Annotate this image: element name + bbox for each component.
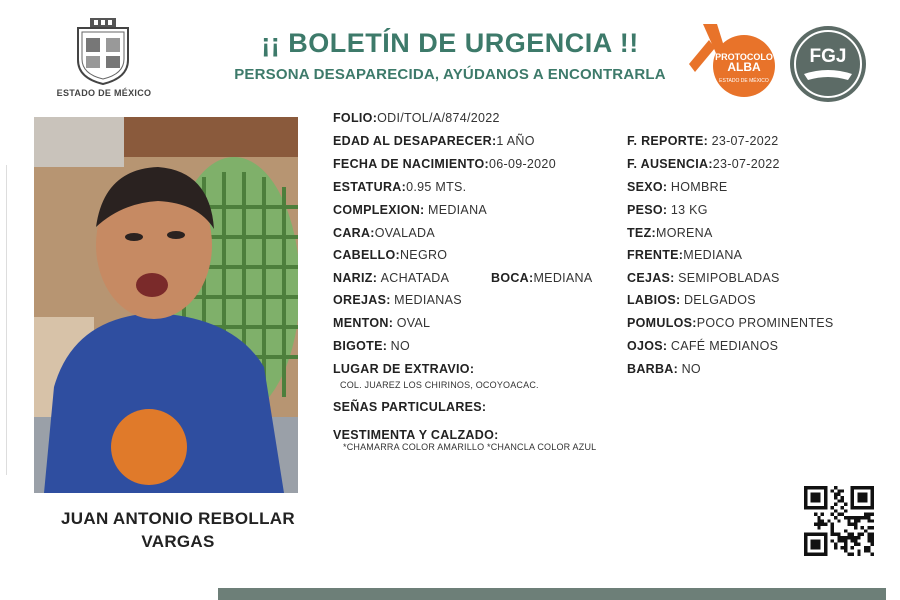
field-label: EDAD AL DESAPARECER: [333,134,497,148]
field-label: ESTATURA: [333,180,407,194]
qr-code[interactable] [804,486,874,556]
field-value: SEMIPOBLADAS [678,271,780,285]
field-value: 0.95 MTS. [406,180,467,194]
field-value: DELGADOS [683,293,756,307]
field-label: TEZ: [627,226,656,240]
field-label: BOCA: [491,271,534,285]
field-value: MEDIANA [683,248,743,262]
field-label: FECHA DE NACIMIENTO: [333,157,489,171]
field-value: CAFÉ MEDIANOS [670,339,779,353]
field-value: MEDIANA [533,271,593,285]
field-reporte [627,134,779,148]
field-value: MEDIANAS [394,293,462,307]
field-senas [333,400,486,414]
field-label: PESO: [627,203,668,217]
field-label: FRENTE: [627,248,684,262]
field-complexion [333,203,487,217]
bulletin-title: ¡¡ BOLETÍN DE URGENCIA !! [261,28,639,58]
field-edad [333,134,535,148]
field-cara [333,226,435,240]
field-nacimiento [333,157,556,171]
field-label: LUGAR DE EXTRAVIO: [333,362,475,376]
field-folio [333,111,500,125]
state-seal-icon [72,16,134,86]
field-value: MEDIANA [427,203,488,217]
field-nariz [333,271,449,285]
field-ausencia [627,157,780,171]
field-label: MENTON: [333,316,394,330]
person-name-line2: VARGAS [141,532,215,551]
field-frente [627,248,742,262]
field-boca [491,271,593,285]
field-ojos [627,339,778,353]
field-vestimenta-label [333,428,499,442]
alba-line1: PROTOCOLO [715,52,773,62]
person-name-line1: JUAN ANTONIO REBOLLAR [61,509,295,528]
field-value: 23-07-2022 [711,134,779,148]
field-label: OJOS: [627,339,668,353]
fgj-logo [788,24,868,104]
field-label: LABIOS: [627,293,681,307]
field-menton [333,316,430,330]
bulletin-subtitle: PERSONA DESAPARECIDA, AYÚDANOS A ENCONTRARLA [234,66,666,83]
field-label: OREJAS: [333,293,391,307]
field-vestimenta-value: *CHAMARRA COLOR AMARILLO *CHANCLA COLOR AZUL [343,442,597,452]
field-label: POMULOS: [627,316,697,330]
protocolo-alba-logo [683,20,778,100]
field-value: ODI/TOL/A/874/2022 [377,111,500,125]
field-value: MORENA [655,226,713,240]
field-value: OVALADA [374,226,436,240]
field-label: NARIZ: [333,271,378,285]
fgj-text: FGJ [809,46,847,67]
field-label: CABELLO: [333,248,400,262]
missing-person-photo [34,117,298,493]
field-label: SEXO: [627,180,668,194]
field-lugar-value: COL. JUAREZ LOS CHIRINOS, OCOYOACAC. [340,380,539,390]
field-orejas [333,293,462,307]
field-value: NEGRO [399,248,448,262]
field-label: BIGOTE: [333,339,388,353]
field-value: HOMBRE [670,180,728,194]
field-value: POCO PROMINENTES [696,316,834,330]
field-value: ACHATADA [380,271,450,285]
field-tez [627,226,713,240]
field-cabello [333,248,447,262]
field-label: COMPLEXION: [333,203,425,217]
field-value: 13 KG [670,203,708,217]
person-name [20,507,336,553]
field-label: FOLIO: [333,111,378,125]
field-barba [627,362,701,376]
field-label: BARBA: [627,362,679,376]
field-value: 06-09-2020 [489,157,556,171]
field-bigote [333,339,410,353]
field-label: CARA: [333,226,375,240]
field-label: CEJAS: [627,271,675,285]
alba-line2: ALBA [727,60,761,74]
field-label: F. AUSENCIA: [627,157,713,171]
alba-sub: ESTADO DE MÉXICO [719,78,769,84]
state-label: ESTADO DE MÉXICO [56,88,152,98]
left-edge-divider [0,165,7,475]
field-lugar-label [333,362,474,376]
field-value: OVAL [396,316,431,330]
field-value: 1 AÑO [496,134,535,148]
field-cejas [627,271,780,285]
field-sexo [627,180,728,194]
field-labios [627,293,756,307]
field-pomulos [627,316,834,330]
field-value: NO [390,339,411,353]
field-peso [627,203,708,217]
field-label: F. REPORTE: [627,134,709,148]
field-value: NO [681,362,701,376]
footer-bar [218,588,886,600]
field-value: 23-07-2022 [712,157,780,171]
field-estatura [333,180,466,194]
field-label: VESTIMENTA Y CALZADO: [333,428,499,442]
field-label: SEÑAS PARTICULARES: [333,400,487,414]
